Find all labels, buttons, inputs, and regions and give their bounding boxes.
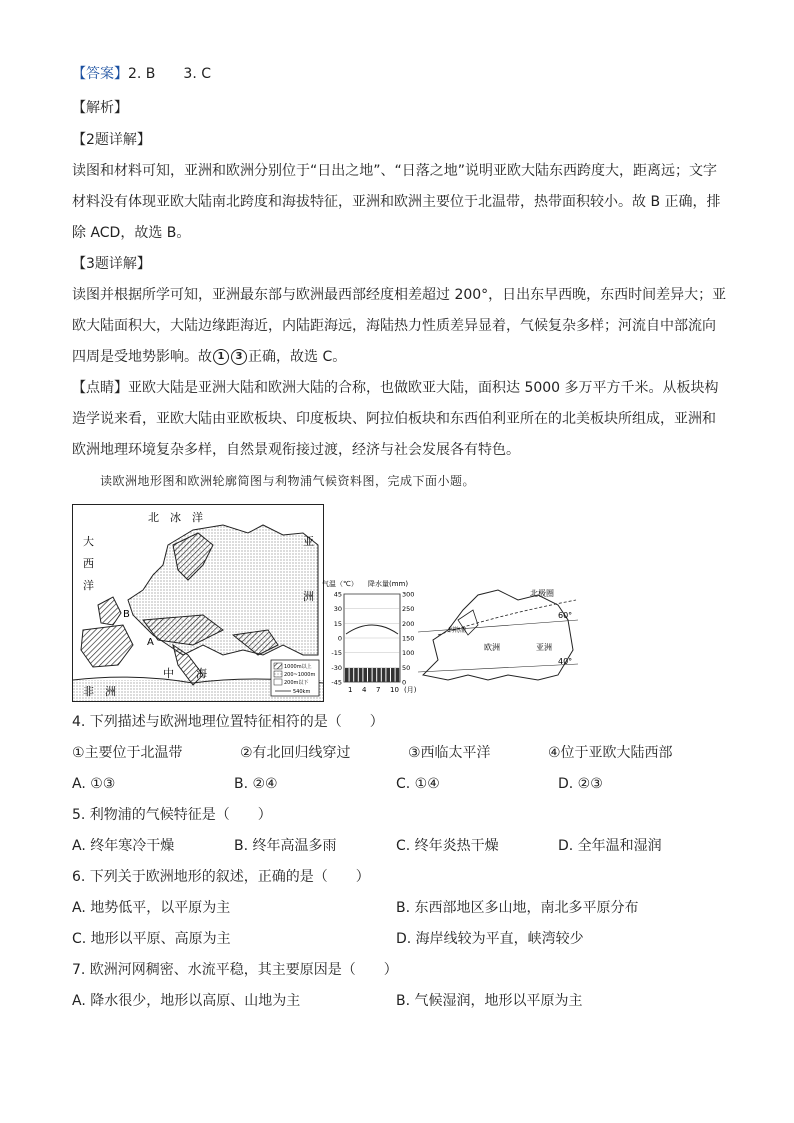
outline-lat60: 60° (558, 611, 573, 620)
q6-option-b[interactable]: B. 东西部地区多山地，南北多平原分布 (396, 900, 639, 916)
climate-title-precip: 降水量(mm) (368, 580, 409, 588)
climate-precip-tick: 300 (402, 590, 415, 599)
outline-city: 利物浦 (448, 627, 467, 634)
answer-line (72, 64, 211, 84)
q4-stem: 4. 下列描述与欧洲地理位置特征相符的是（ ） (72, 714, 384, 730)
q6-option-c[interactable]: C. 地形以平原、高原为主 (72, 931, 231, 947)
climate-precip-tick: 250 (402, 605, 415, 614)
q4-item-1: ①主要位于北温带 (72, 745, 183, 761)
q5-option-d[interactable]: D. 全年温和湿润 (558, 838, 662, 854)
climate-precip-bar (368, 668, 372, 682)
map-label-africa: 非 洲 (83, 685, 116, 698)
q4-item-3: ③西临太平洋 (408, 745, 491, 761)
outline-asia: 亚洲 (536, 643, 552, 652)
q6-option-d[interactable]: D. 海岸线较为平直，峡湾较少 (396, 931, 584, 947)
map-label-asia-1: 亚 (303, 535, 314, 548)
q6-stem: 6. 下列关于欧洲地形的叙述，正确的是（ ） (72, 869, 370, 885)
temperature-curve (346, 625, 398, 634)
climate-month-label: 4 (362, 686, 367, 694)
q5-option-b[interactable]: B. 终年高温多雨 (234, 838, 337, 854)
map-label-atlantic-2: 西 (83, 557, 94, 570)
q4-item-4: ④位于亚欧大陆西部 (548, 745, 673, 761)
climate-precip-tick: 0 (402, 678, 407, 687)
climate-temp-tick: 45 (333, 590, 342, 599)
climate-month-label: 10 (390, 686, 399, 694)
climate-precip-bar (391, 668, 395, 682)
analysis-label: 【解析】 (72, 100, 128, 116)
tip-label: 【点睛】 (72, 380, 128, 396)
map-label-asia-2: 洲 (303, 590, 314, 603)
climate-precip-bar (354, 668, 358, 682)
q7-option-a[interactable]: A. 降水很少，地形以高原、山地为主 (72, 993, 301, 1009)
map-label-a: A (147, 637, 154, 648)
q7-option-b[interactable]: B. 气候湿润，地形以平原为主 (396, 993, 583, 1009)
europe-outline-map (418, 580, 578, 690)
q2-line-3: 除 ACD，故选 B。 (72, 225, 191, 241)
q3-last-pre: 四周是受地势影响。故 (72, 349, 212, 365)
q3-last-post: 正确，故选 C。 (248, 349, 347, 365)
climate-precip-tick: 200 (402, 619, 415, 628)
climate-precip-bar (345, 668, 349, 682)
climate-precip-bar (350, 668, 354, 682)
q5-option-c[interactable]: C. 终年炎热干燥 (396, 838, 499, 854)
answer-label: 【答案】 (72, 66, 128, 82)
climate-month-label: 7 (376, 686, 381, 694)
q4-option-b[interactable]: B. ②④ (234, 776, 278, 792)
climate-temp-tick: 30 (333, 605, 342, 614)
map-label-sea: 中 海 (163, 667, 207, 680)
climate-precip-tick: 150 (402, 634, 415, 643)
terrain-map-drawing (73, 505, 323, 701)
climate-chart-drawing (322, 578, 422, 698)
q3-line-2: 欧大陆面积大，大陆边缘距海近，内陆距海远，海陆热力性质差异显着，气候复杂多样；河流自中部流向 (72, 318, 716, 334)
climate-temp-tick: -45 (331, 678, 342, 687)
q5-option-a[interactable]: A. 终年寒冷干燥 (72, 838, 175, 854)
map-label-north: 北 冰 洋 (148, 511, 203, 524)
answer-text: 2. B 3. C (128, 66, 211, 82)
outline-arctic: 北极圈 (530, 589, 554, 598)
outline-europe: 欧洲 (484, 643, 500, 652)
legend-mid: 200~1000m (284, 672, 316, 678)
tip-line-2: 造学说来看，亚欧大陆由亚欧板块、印度板块、阿拉伯板块和东西伯利亚所在的北美板块所组成，亚洲和 (72, 411, 716, 427)
climate-month-label: (月) (404, 686, 417, 694)
q4-option-a[interactable]: A. ①③ (72, 776, 116, 792)
liverpool-climate-chart (322, 578, 422, 698)
circled-number-1: 1 (213, 349, 229, 365)
map-label-atlantic-3: 洋 (83, 579, 94, 592)
q2-line-1: 读图和材料可知，亚洲和欧洲分别位于“日出之地”、“日落之地”说明亚欧大陆东西跨度大，距离远；文字 (72, 163, 718, 179)
climate-precip-bar (396, 668, 400, 682)
climate-title-temp: 气温（℃） (322, 580, 358, 588)
q3-line-3 (72, 347, 346, 367)
climate-temp-tick: -15 (331, 649, 342, 658)
tip-line-1 (72, 378, 719, 398)
outline-map-drawing (418, 580, 578, 690)
q7-stem: 7. 欧洲河网稠密、水流平稳，其主要原因是（ ） (72, 962, 398, 978)
climate-temp-tick: -30 (331, 663, 342, 672)
figure-prompt: 读欧洲地形图和欧洲轮廓简图与利物浦气候资料图，完成下面小题。 (100, 474, 476, 488)
climate-precip-bar (377, 668, 381, 682)
q3-label: 【3题详解】 (72, 256, 151, 272)
q4-item-2: ②有北回归线穿过 (240, 745, 351, 761)
legend-low: 200m以下 (284, 680, 309, 686)
climate-precip-bar (373, 668, 377, 682)
climate-month-label: 1 (348, 686, 353, 694)
climate-precip-bar (386, 668, 390, 682)
map-label-atlantic-1: 大 (83, 535, 94, 548)
tip-line-3: 欧洲地理环境复杂多样，自然景观衔接过渡，经济与社会发展各有特色。 (72, 442, 520, 458)
map-label-b: B (123, 609, 130, 620)
climate-temp-tick: 15 (333, 619, 342, 628)
q3-line-1: 读图并根据所学可知，亚洲最东部与欧洲最西部经度相差超过 200°，日出东早西晚，东西时间差异大；亚 (72, 287, 727, 303)
outline-lat40: 40° (558, 657, 573, 666)
climate-precip-bar (363, 668, 367, 682)
climate-precip-tick: 100 (402, 649, 415, 658)
europe-terrain-map (72, 504, 324, 702)
q2-label: 【2题详解】 (72, 132, 151, 148)
legend-high: 1000m以上 (284, 664, 312, 670)
climate-precip-bar (382, 668, 386, 682)
q5-stem: 5. 利物浦的气候特征是（ ） (72, 807, 272, 823)
q2-line-2: 材料没有体现亚欧大陆南北跨度和海拔特征，亚洲和欧洲主要位于北温带，热带面积较小。故 B 正确，排 (72, 194, 721, 210)
tip-text-1: 亚欧大陆是亚洲大陆和欧洲大陆的合称，也做欧亚大陆，面积达 5000 多万平方千米。从板块构 (128, 380, 719, 396)
circled-number-3: 3 (231, 349, 247, 365)
climate-precip-bar (359, 668, 363, 682)
climate-precip-tick: 50 (402, 663, 411, 672)
climate-temp-tick: 0 (337, 634, 342, 643)
map-scale: 540km (293, 689, 311, 695)
q4-option-c[interactable]: C. ①④ (396, 776, 440, 792)
q6-option-a[interactable]: A. 地势低平，以平原为主 (72, 900, 231, 916)
q4-option-d[interactable]: D. ②③ (558, 776, 603, 792)
